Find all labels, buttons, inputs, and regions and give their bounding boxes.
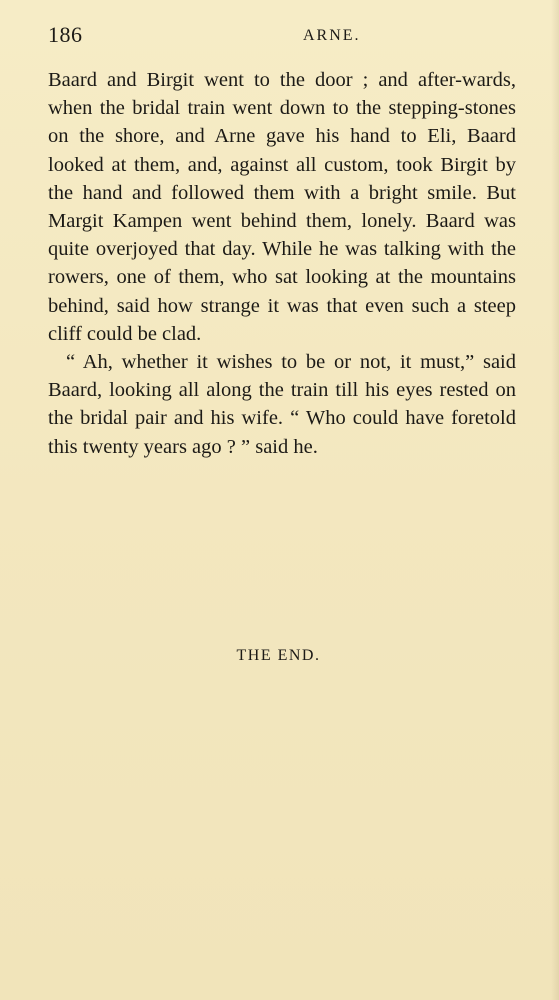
page-number: 186 — [48, 22, 83, 47]
running-head — [48, 22, 516, 48]
body-text — [48, 66, 516, 461]
paragraph-1: Baard and Birgit went to the door ; and after-wards, when the bridal train went down to the stepping-stones on the shore, and Arne gave his hand to Eli, Baard looked at them, and, against all custom, took Birgit by the hand and followed them with a bright smile. But Margit Kampen went behind them, lonely. Baard was quite overjoyed that day. While he was talking with the rowers, one of them, who sat looking at the mountains behind, said how strange it was that even such a steep cliff could be clad. — [48, 69, 516, 345]
the-end-text: THE END. — [236, 647, 321, 664]
page-edge-shadow — [551, 0, 559, 1000]
running-title: ARNE. — [303, 27, 361, 44]
paragraph-2: “ Ah, whether it wishes to be or not, it must,” said Baard, looking all along the train till his eyes rested on the bridal pair and his wife. “ Who could have foretold this twenty years ago ? ” said he. — [48, 351, 516, 458]
the-end-heading — [0, 647, 559, 665]
